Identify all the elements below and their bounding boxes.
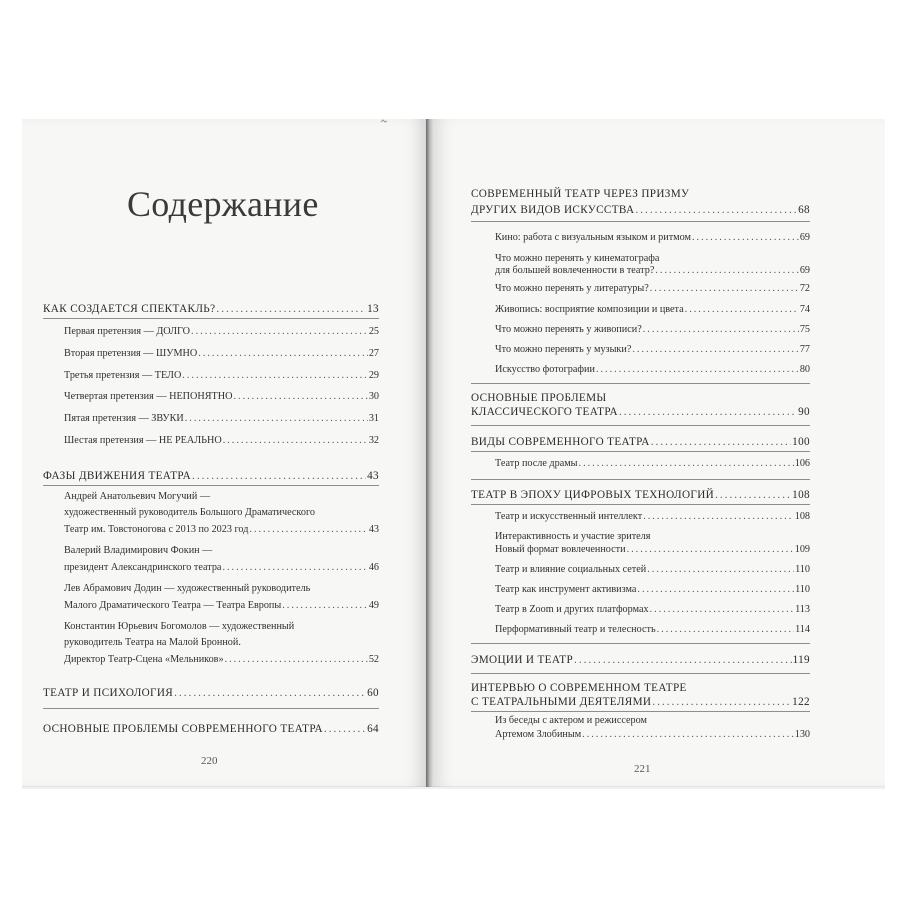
section-divider	[471, 711, 810, 712]
toc-item-title: президент Александринского театра	[64, 562, 222, 573]
toc-item-last-line	[64, 525, 379, 535]
page-number-right: 221	[634, 763, 651, 775]
toc-section-title-line: ИНТЕРВЬЮ О СОВРЕМЕННОМ ТЕАТРЕ	[471, 682, 687, 694]
leader-dots	[627, 545, 794, 555]
toc-section-theatre-psychology[interactable]	[43, 688, 379, 699]
toc-section-title: КЛАССИЧЕСКОГО ТЕАТРА	[471, 406, 618, 418]
toc-item-line: Что можно перенять у кинематографа	[495, 253, 660, 264]
toc-page-number: 114	[795, 624, 810, 635]
section-divider	[471, 504, 810, 505]
toc-page-number: 13	[367, 303, 379, 315]
toc-item-title: Что можно перенять у живописи?	[495, 324, 642, 335]
toc-item[interactable]	[495, 305, 810, 315]
toc-page-number: 43	[368, 524, 379, 535]
toc-item-title: Живопись: восприятие композиции и цвета	[495, 304, 684, 315]
leader-dots	[198, 349, 368, 359]
leader-dots	[637, 585, 794, 595]
toc-section-modern-theatre-types[interactable]	[471, 437, 810, 448]
toc-item[interactable]	[64, 327, 379, 337]
toc-page-number: 113	[795, 604, 810, 615]
leader-dots	[582, 730, 794, 740]
toc-page-number: 90	[798, 406, 810, 418]
toc-page-number: 130	[794, 729, 810, 740]
toc-item-last-line	[64, 655, 379, 665]
section-divider	[471, 221, 810, 222]
toc-item-line: Лев Абрамович Додин — художественный руководитель	[64, 583, 311, 594]
toc-page-number: 31	[368, 413, 379, 424]
toc-item-title: Шестая претензия — НЕ РЕАЛЬНО	[64, 435, 222, 446]
toc-page-number: 100	[792, 436, 810, 448]
toc-section-title: ТЕАТР В ЭПОХУ ЦИФРОВЫХ ТЕХНОЛОГИЙ	[471, 489, 715, 501]
toc-item-title: Вторая претензия — ШУМНО	[64, 348, 198, 359]
toc-section-title: ВИДЫ СОВРЕМЕННОГО ТЕАТРА	[471, 436, 650, 448]
toc-page-number: 77	[799, 344, 810, 355]
toc-item-line: художественный руководитель Большого Драматического	[64, 507, 315, 518]
toc-item-line: руководитель Театра на Малой Бронной.	[64, 637, 241, 648]
toc-page-number: 74	[799, 304, 810, 315]
leader-dots	[643, 512, 794, 522]
section-divider	[43, 485, 379, 486]
toc-page-number: 27	[368, 348, 379, 359]
toc-page-number: 110	[795, 584, 810, 595]
leader-dots	[647, 565, 794, 575]
toc-section-title: ОСНОВНЫЕ ПРОБЛЕМЫ СОВРЕМЕННОГО ТЕАТРА	[43, 723, 323, 735]
toc-item-title: Четвертая претензия — НЕПОНЯТНО	[64, 391, 233, 402]
toc-page-number: 64	[367, 723, 379, 735]
toc-section-title-line: СОВРЕМЕННЫЙ ТЕАТР ЧЕРЕЗ ПРИЗМУ	[471, 188, 690, 200]
toc-section-title-line: ОСНОВНЫЕ ПРОБЛЕМЫ	[471, 392, 607, 404]
toc-item[interactable]	[495, 565, 810, 575]
toc-item[interactable]	[495, 605, 810, 615]
leader-dots	[635, 205, 797, 216]
toc-item-last-line	[495, 730, 810, 740]
leader-dots	[282, 601, 368, 611]
toc-page-number: 68	[798, 204, 810, 216]
toc-item[interactable]	[495, 625, 810, 635]
toc-item-title: Что можно перенять у литературы?	[495, 283, 649, 294]
leader-dots	[233, 392, 367, 402]
toc-item-title: Артемом Злобиным	[495, 729, 582, 740]
toc-section-title: ЭМОЦИИ И ТЕАТР	[471, 654, 574, 666]
toc-page-number: 108	[792, 489, 810, 501]
toc-page-number: 49	[368, 600, 379, 611]
toc-section-title: КАК СОЗДАЕТСЯ СПЕКТАКЛЬ?	[43, 303, 216, 315]
toc-section-title: ТЕАТР И ПСИХОЛОГИЯ	[43, 687, 174, 699]
toc-item-line: Интерактивность и участие зрителя	[495, 531, 651, 542]
leader-dots	[685, 305, 799, 315]
toc-item[interactable]	[64, 392, 379, 402]
toc-page-number: 69	[799, 265, 810, 276]
leader-dots	[225, 655, 368, 665]
leader-dots	[619, 407, 797, 418]
section-divider	[471, 451, 810, 452]
toc-item[interactable]	[495, 365, 810, 375]
section-divider	[471, 643, 810, 644]
toc-section-theatre-movement-phases[interactable]	[43, 471, 379, 482]
toc-page-number: 119	[792, 654, 810, 666]
section-divider	[471, 479, 810, 480]
toc-page-number: 25	[368, 326, 379, 337]
toc-section-last-line	[471, 407, 810, 418]
toc-page-number: 75	[799, 324, 810, 335]
paper-speck-marks	[380, 119, 388, 124]
toc-item[interactable]	[64, 436, 379, 446]
toc-page-number: 106	[794, 458, 810, 469]
section-divider	[471, 425, 810, 426]
leader-dots	[191, 327, 368, 337]
leader-dots	[692, 233, 799, 243]
leader-dots	[650, 284, 799, 294]
toc-page-number: 43	[367, 470, 379, 482]
toc-item[interactable]	[495, 459, 810, 469]
toc-item-title: Что можно перенять у музыки?	[495, 344, 632, 355]
leader-dots	[249, 525, 367, 535]
leader-dots	[216, 304, 366, 315]
toc-item-title: Искусство фотографии	[495, 364, 595, 375]
toc-item-title: Малого Драматического Театра — Театра Европы	[64, 600, 282, 611]
toc-page-number: 32	[368, 435, 379, 446]
toc-page-number: 29	[368, 370, 379, 381]
toc-item-title: Третья претензия — ТЕЛО	[64, 370, 182, 381]
toc-item-title: Новый формат вовлеченности	[495, 544, 626, 555]
toc-item[interactable]	[495, 325, 810, 335]
toc-page-number: 60	[367, 687, 379, 699]
leader-dots	[324, 724, 366, 735]
toc-item[interactable]	[64, 349, 379, 359]
contents-heading: Содержание	[127, 184, 319, 224]
toc-item-title: Театр и искусственный интеллект	[495, 511, 643, 522]
toc-page-number: 30	[368, 391, 379, 402]
toc-page-number: 72	[799, 283, 810, 294]
leader-dots	[579, 459, 794, 469]
toc-page-number: 52	[368, 654, 379, 665]
leader-dots	[657, 625, 794, 635]
leader-dots	[650, 605, 795, 615]
toc-section-emotions-theatre[interactable]	[471, 655, 810, 666]
toc-page-number: 109	[794, 544, 810, 555]
leader-dots	[632, 345, 798, 355]
toc-item-title: Кино: работа с визуальным языком и ритмом	[495, 232, 691, 243]
leader-dots	[185, 414, 368, 424]
toc-item-title: Театр в Zoom и других платформах	[495, 604, 649, 615]
toc-item-line: Константин Юрьевич Богомолов — художественный	[64, 621, 295, 632]
toc-item[interactable]	[64, 371, 379, 381]
toc-item-title: Театр как инструмент активизма	[495, 584, 637, 595]
toc-section-title: ФАЗЫ ДВИЖЕНИЯ ТЕАТРА	[43, 470, 192, 482]
toc-item-line: Андрей Анатольевич Могучий —	[64, 491, 211, 502]
leader-dots	[222, 563, 367, 573]
toc-section-title: С ТЕАТРАЛЬНЫМИ ДЕЯТЕЛЯМИ	[471, 696, 652, 708]
leader-dots	[652, 697, 791, 708]
section-divider	[471, 673, 810, 674]
leader-dots	[596, 365, 799, 375]
toc-item[interactable]	[495, 585, 810, 595]
toc-item[interactable]	[495, 345, 810, 355]
toc-section-how-play-is-made[interactable]	[43, 304, 379, 315]
toc-section-title: ДРУГИХ ВИДОВ ИСКУССТВА	[471, 204, 635, 216]
toc-item[interactable]	[495, 284, 810, 294]
toc-page-number: 69	[799, 232, 810, 243]
toc-page-number: 46	[368, 562, 379, 573]
section-divider	[43, 708, 379, 709]
toc-item-title: Первая претензия — ДОЛГО	[64, 326, 191, 337]
toc-item-last-line	[64, 601, 379, 611]
page-edge-shadow	[22, 786, 885, 789]
toc-item-title: Директор Театр-Сцена «Мельников»	[64, 654, 224, 665]
leader-dots	[574, 655, 792, 666]
toc-item-line: Валерий Владимирович Фокин —	[64, 545, 213, 556]
leader-dots	[174, 688, 366, 699]
leader-dots	[655, 266, 798, 276]
leader-dots	[182, 371, 368, 381]
leader-dots	[223, 436, 368, 446]
toc-item-last-line	[64, 563, 379, 573]
toc-page-number: 110	[795, 564, 810, 575]
toc-page-number: 108	[794, 511, 810, 522]
section-divider	[471, 383, 810, 384]
toc-item-last-line	[495, 266, 810, 276]
toc-section-last-line	[471, 697, 810, 708]
toc-item-title: для большей вовлеченности в театр?	[495, 265, 655, 276]
leader-dots	[715, 490, 791, 501]
toc-item-line: Из беседы с актером и режиссером	[495, 715, 647, 726]
toc-item-title: Перформативный театр и телесность	[495, 624, 656, 635]
toc-item[interactable]	[495, 512, 810, 522]
toc-item-title: Театр после драмы	[495, 458, 578, 469]
leader-dots	[643, 325, 799, 335]
toc-item[interactable]	[64, 414, 379, 424]
page-number-left: 220	[201, 755, 218, 767]
leader-dots	[192, 471, 366, 482]
leader-dots	[651, 437, 791, 448]
toc-item-title: Театр и влияние социальных сетей	[495, 564, 647, 575]
toc-item-title: Пятая претензия — ЗВУКИ	[64, 413, 184, 424]
toc-section-digital-era-theatre[interactable]	[471, 490, 810, 501]
section-divider	[43, 318, 379, 319]
toc-page-number: 122	[792, 696, 810, 708]
toc-section-modern-theatre-problems[interactable]	[43, 724, 379, 735]
toc-page-number: 80	[799, 364, 810, 375]
toc-item-title: Театр им. Товстоногова с 2013 по 2023 год	[64, 524, 249, 535]
toc-item[interactable]	[495, 233, 810, 243]
toc-item-last-line	[495, 545, 810, 555]
toc-section-last-line	[471, 205, 810, 216]
